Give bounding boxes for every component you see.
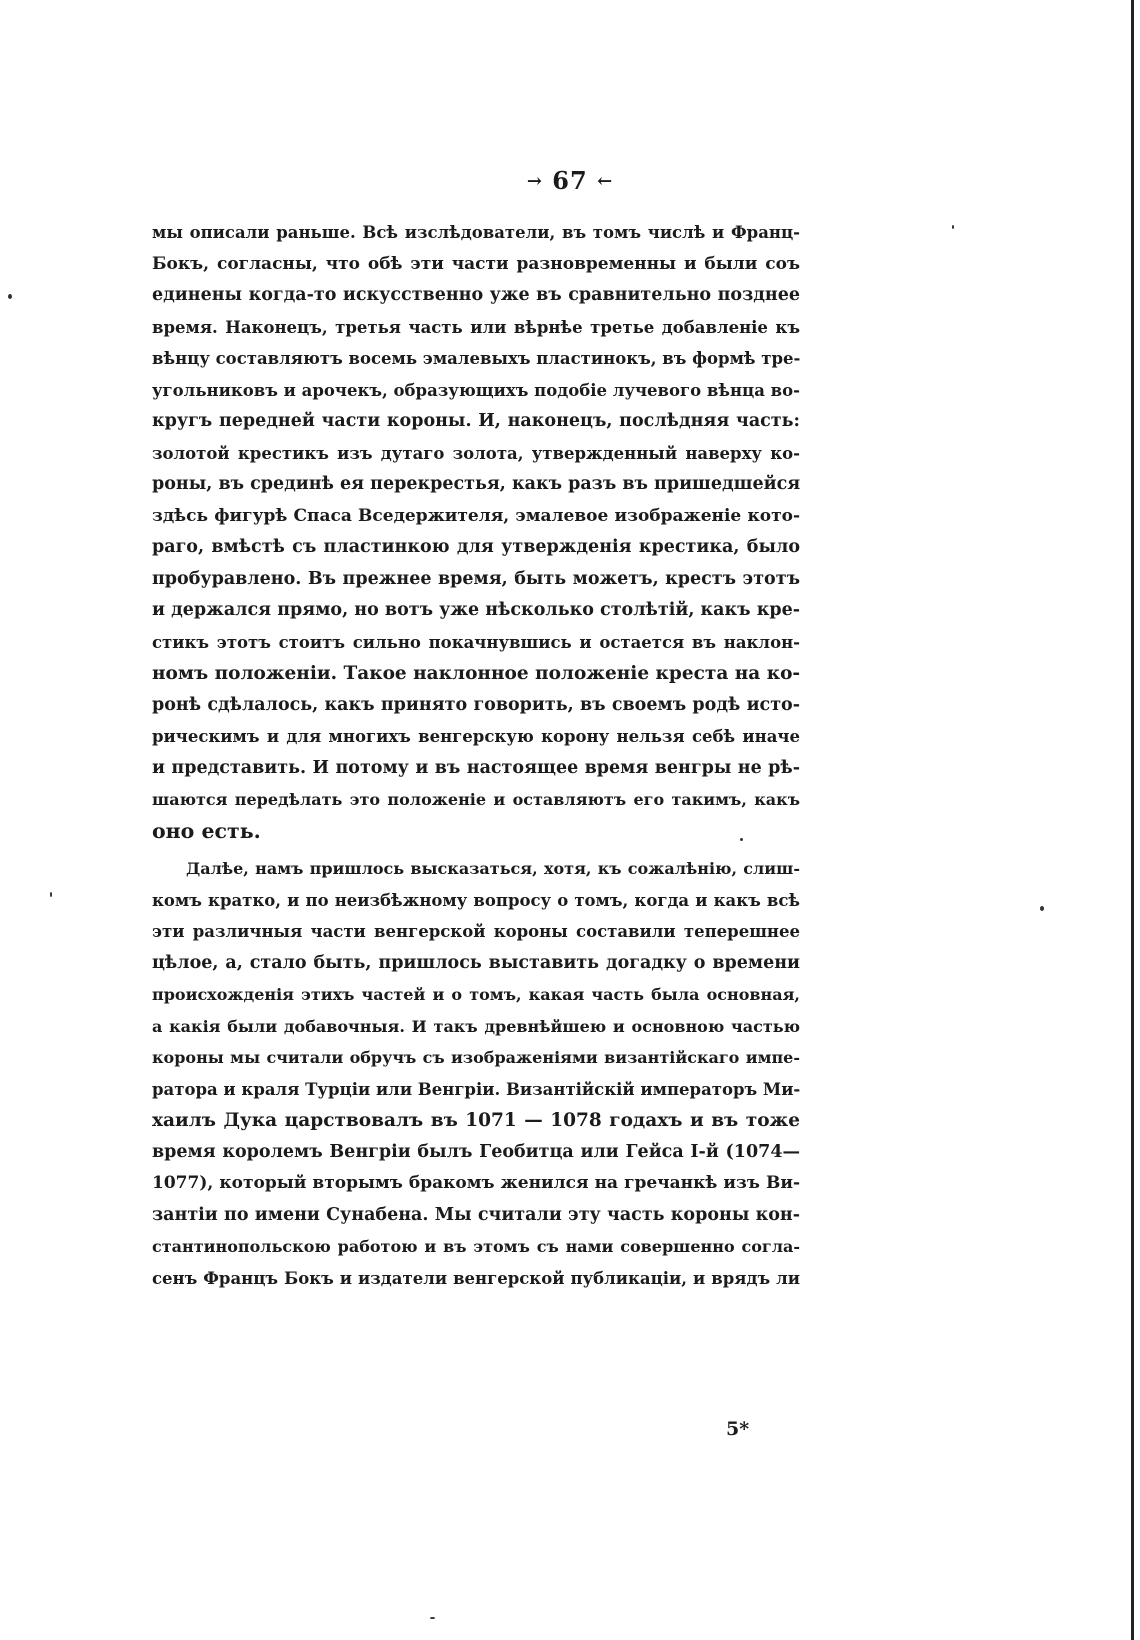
text-line: и держался прямо, но вотъ уже нѣсколько столѣтій, какъ кре-	[152, 600, 800, 620]
text-line: короны мы считали обручъ съ изображеніями византійскаго импе-	[152, 1048, 800, 1067]
text-line: Далѣе, намъ пришлось высказаться, хотя, къ сожалѣнію, слиш-	[186, 859, 800, 878]
text-line: золотой крестикъ изъ дутаго золота, утвержденный наверху ко-	[152, 443, 800, 463]
paragraph-2	[152, 853, 800, 1294]
page-header	[0, 166, 1140, 195]
text-line: раго, вмѣстѣ съ пластинкою для утвержденія крестика, было	[152, 537, 800, 557]
signature-mark: 5*	[726, 1418, 750, 1440]
scan-speck	[952, 225, 954, 229]
scan-speck	[50, 892, 52, 897]
text-line: мы описали раньше. Всѣ изслѣдователи, въ томъ числѣ и Франц-	[152, 223, 800, 242]
text-line: время королемъ Венгріи былъ Геобитца или Гейса I-й (1074—	[152, 1141, 800, 1162]
text-line: ратора и краля Турціи или Венгріи. Византійскій императоръ Ми-	[152, 1079, 801, 1099]
paragraph-1	[152, 217, 800, 847]
text-line: сенъ Францъ Бокъ и издатели венгерской публикаціи, и врядъ ли	[152, 1268, 800, 1288]
text-line: Бокъ, согласны, что обѣ эти части разновременны и были соъ	[152, 253, 800, 274]
text-line: происхожденія этихъ частей и о томъ, какая часть была основная,	[152, 985, 800, 1004]
text-line: зантіи по имени Сунабена. Мы считали эту часть короны кон-	[152, 1204, 800, 1225]
text-line: единены когда-то искусственно уже въ сравнительно позднее	[152, 285, 800, 305]
text-line: номъ положеніи. Такое наклонное положеніе креста на ко-	[152, 663, 801, 684]
text-line: и представить. И потому и въ настоящее время венгры не рѣ-	[152, 757, 800, 778]
text-line: угольниковъ и арочекъ, образующихъ подобіе лучевого вѣнца во-	[152, 380, 800, 400]
text-line: 1077), который вторымъ бракомъ женился на гречанкѣ изъ Ви-	[152, 1173, 800, 1193]
scan-speck	[8, 294, 12, 299]
text-line: шаются передѣлать это положеніе и оставляютъ его такимъ, какъ	[152, 790, 800, 809]
scan-speck	[430, 1617, 435, 1619]
text-line: цѣлое, а, стало быть, пришлось выставить догадку о времени	[152, 952, 800, 973]
text-line: роны, въ срединѣ ея перекрестья, какъ разъ въ пришедшейся	[152, 474, 801, 494]
text-line: хаилъ Дука царствовалъ въ 1071 — 1078 годахъ и въ тоже	[152, 1110, 800, 1131]
header-ornament-left: →	[526, 171, 543, 192]
text-line: оно есть.	[152, 818, 261, 843]
text-line: здѣсь фигурѣ Спаса Вседержителя, эмалевое изображеніе кото-	[152, 505, 800, 526]
text-line: кругъ передней части короны. И, наконецъ, послѣдняя часть:	[152, 411, 800, 431]
text-line: время. Наконецъ, третья часть или вѣрнѣе третье добавленіе къ	[152, 317, 800, 337]
text-line: стикъ этотъ стоитъ сильно покачнувшись и остается въ наклон-	[152, 632, 800, 652]
text-line: стантинопольскою работою и въ этомъ съ нами совершенно согла-	[152, 1237, 800, 1256]
text-line: комъ кратко, и по неизбѣжному вопросу о томъ, когда и какъ всѣ	[152, 890, 800, 910]
text-line: а какія были добавочныя. И такъ древнѣйшею и основною частью	[152, 1016, 800, 1036]
text-line: пробуравлено. Въ прежнее время, быть можетъ, крестъ этотъ	[152, 568, 800, 589]
scan-speck	[740, 838, 743, 841]
text-block	[152, 217, 800, 1294]
scan-speck	[1040, 906, 1044, 911]
text-line: ронѣ сдѣлалось, какъ принято говорить, въ своемъ родѣ исто-	[152, 694, 800, 715]
header-ornament-right: ←	[597, 171, 614, 192]
page-edge	[1131, 0, 1134, 1640]
page-number: 67	[552, 166, 588, 195]
text-line: рическимъ и для многихъ венгерскую корону нельзя себѣ иначе	[152, 727, 800, 746]
text-line: эти различныя части венгерской короны составили теперешнее	[152, 922, 800, 941]
text-line: вѣнцу составляютъ восемь эмалевыхъ пластинокъ, въ формѣ тре-	[152, 349, 801, 368]
